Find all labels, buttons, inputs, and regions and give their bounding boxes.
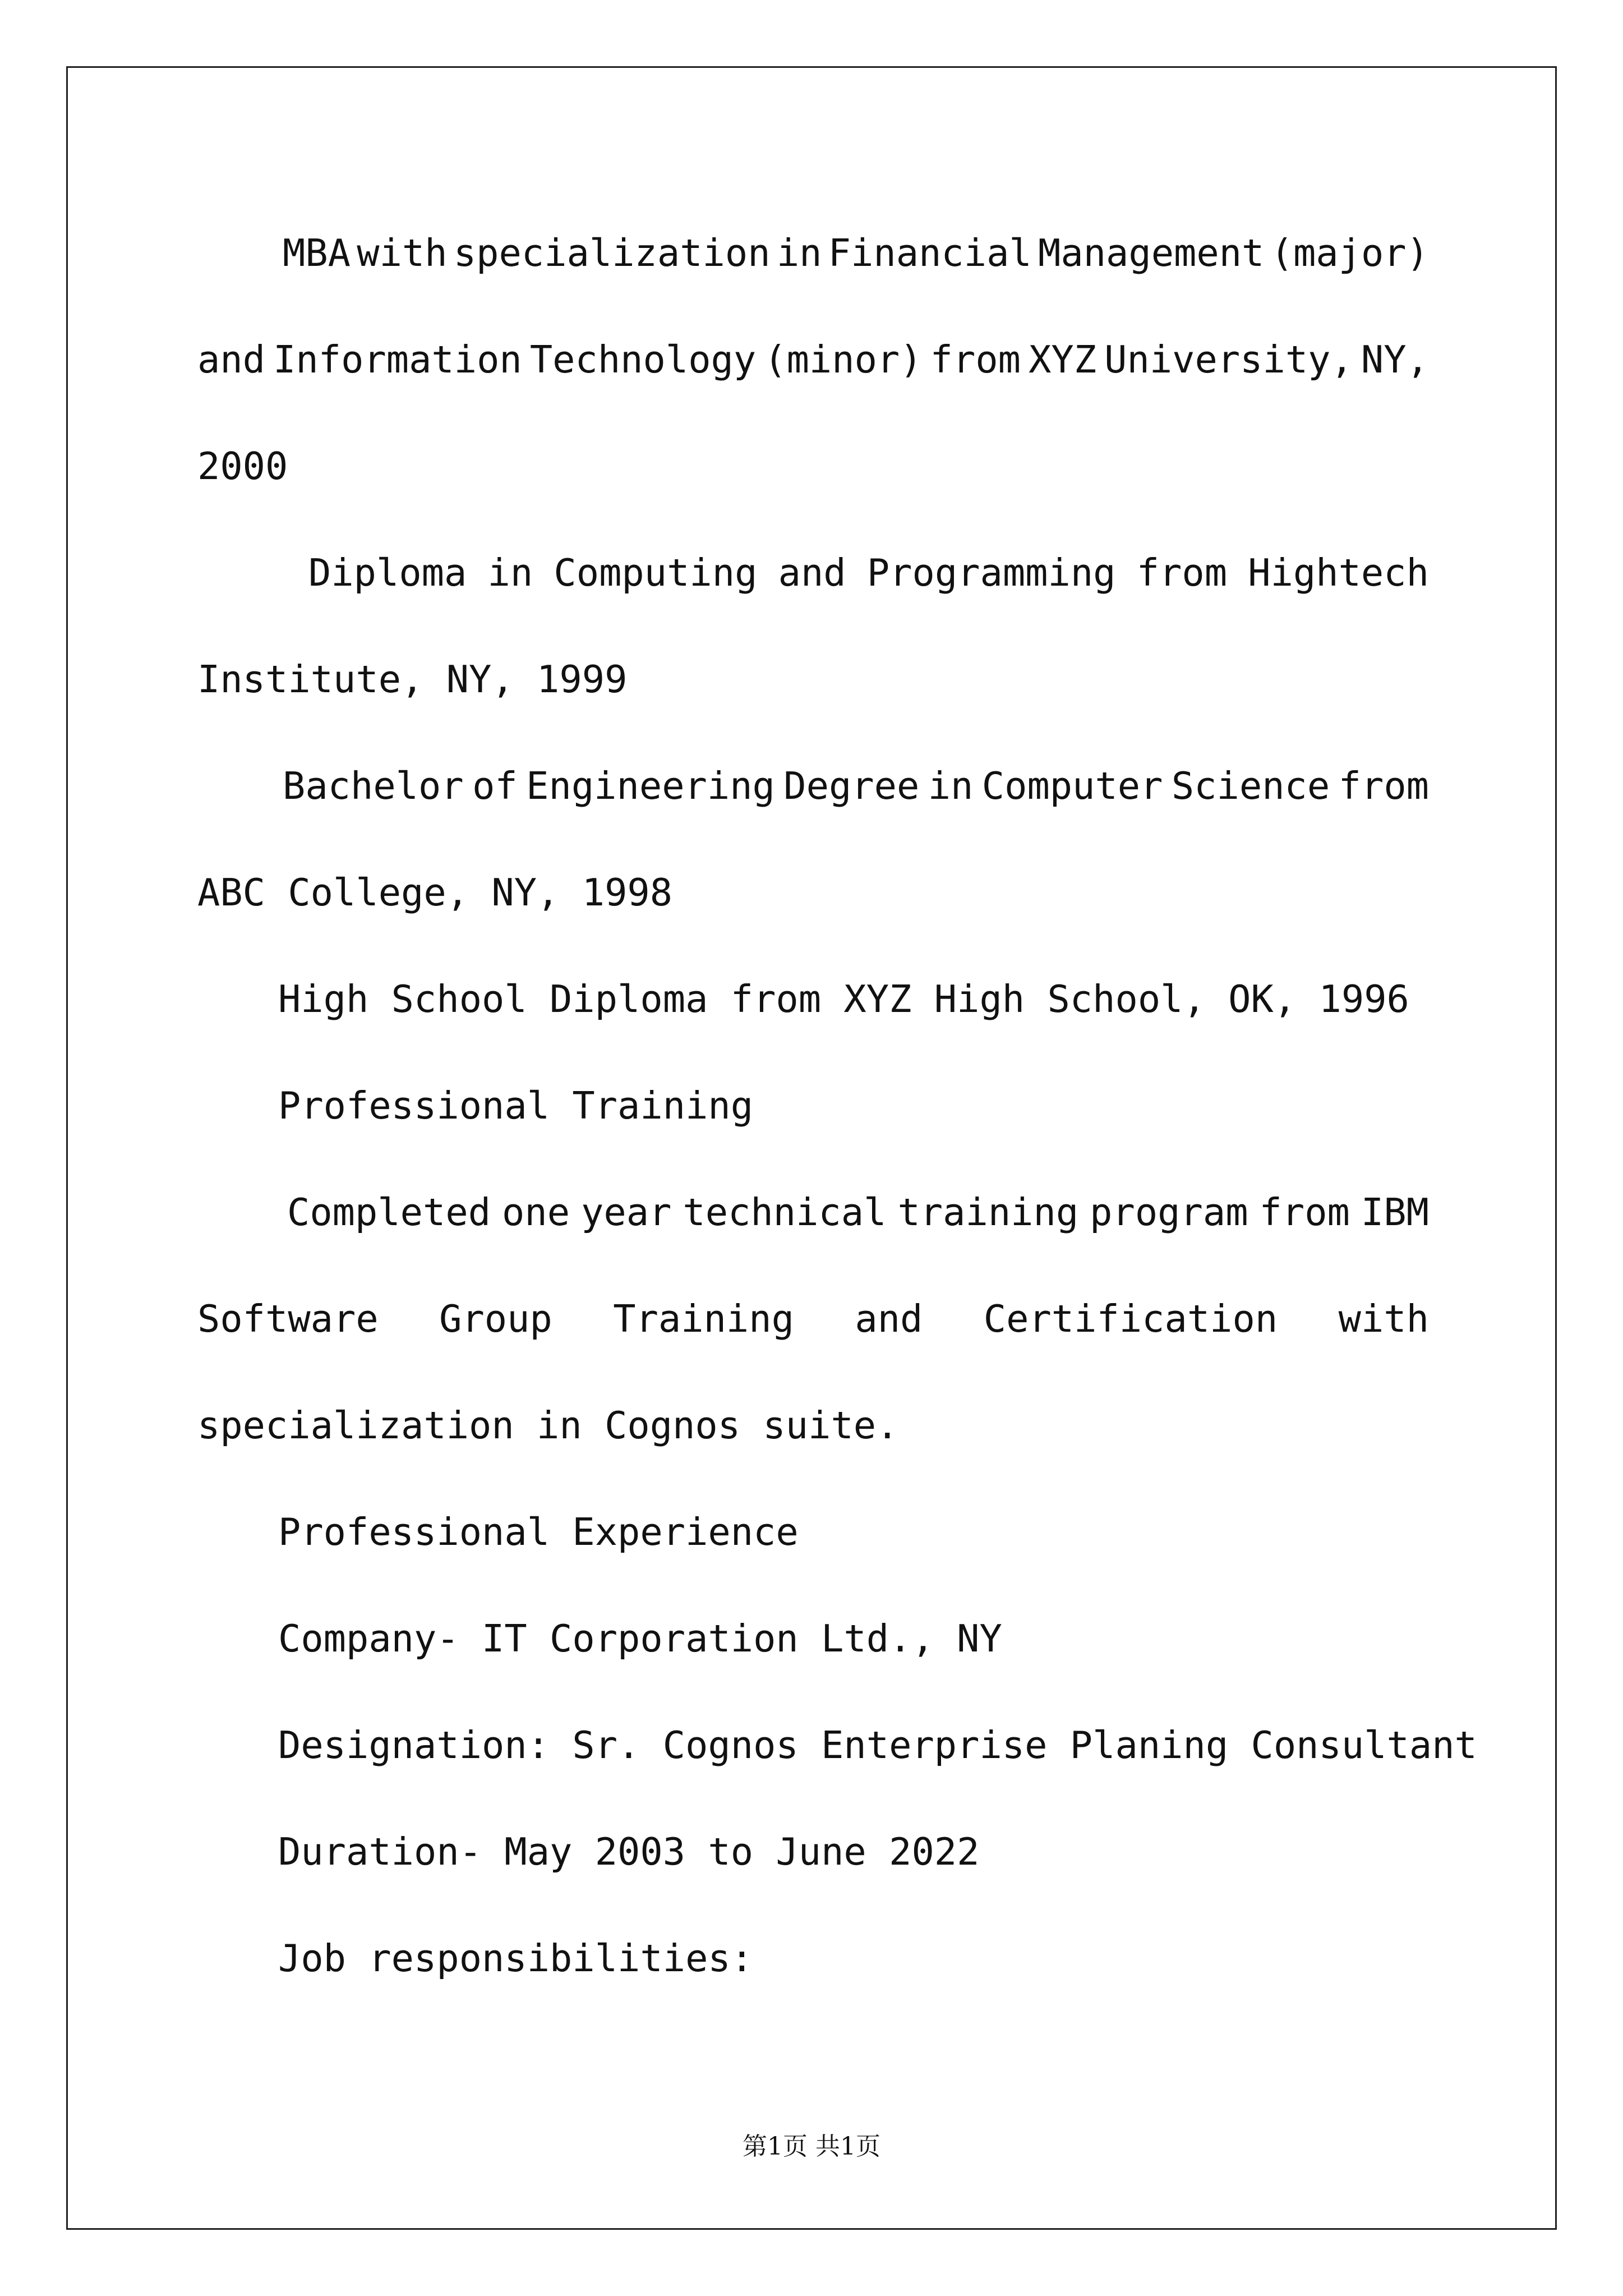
word: Computing <box>554 551 758 595</box>
word: IBM <box>1361 1190 1429 1234</box>
word: Financial <box>828 231 1032 275</box>
word: XYZ <box>1029 338 1097 381</box>
word: University, <box>1104 338 1353 381</box>
word: (minor) <box>764 338 923 381</box>
word: in <box>776 231 822 275</box>
word: in <box>487 551 533 595</box>
word: of <box>472 764 518 808</box>
word: Degree <box>783 764 920 808</box>
word: one <box>502 1190 570 1234</box>
word: Bachelor <box>283 764 464 808</box>
text-line-10 <box>287 1190 1429 1234</box>
section-heading-training: Professional Training <box>278 1084 754 1128</box>
word: from <box>1338 764 1429 808</box>
word: Diploma <box>308 551 467 595</box>
word: Completed <box>287 1190 491 1234</box>
word: Information <box>273 338 522 381</box>
text-line-7: ABC College, NY, 1998 <box>197 871 673 914</box>
word: Engineering <box>526 764 775 808</box>
text-line-12: specialization in Cognos suite. <box>197 1404 899 1447</box>
word: Computer <box>981 764 1163 808</box>
text-line-8: High School Diploma from XYZ High School, OK, 1996 <box>278 977 1409 1021</box>
text-line-responsibilities: Job responsibilities: <box>278 1936 754 1980</box>
word: and <box>197 338 266 381</box>
word: from <box>930 338 1021 381</box>
word: Certification <box>983 1297 1278 1341</box>
word: from <box>1136 551 1228 595</box>
word: training <box>897 1190 1079 1234</box>
text-line-6 <box>283 764 1429 808</box>
word: Technology <box>529 338 757 381</box>
word: from <box>1259 1190 1350 1234</box>
page-border <box>66 66 1557 2230</box>
word: specialization <box>453 231 771 275</box>
word: Hightech <box>1248 551 1429 595</box>
text-line-1 <box>283 231 1429 275</box>
word: MBA <box>283 231 351 275</box>
word: with <box>357 231 448 275</box>
word: technical <box>683 1190 887 1234</box>
word: in <box>928 764 974 808</box>
word: Software <box>197 1297 379 1341</box>
text-line-11 <box>197 1297 1429 1341</box>
text-line-2 <box>197 338 1429 381</box>
word: Programming <box>866 551 1116 595</box>
text-line-5: Institute, NY, 1999 <box>197 657 628 701</box>
text-line-designation: Designation: Sr. Cognos Enterprise Planing Consultant <box>278 1723 1477 1767</box>
text-line-4 <box>308 551 1429 595</box>
word: and <box>855 1297 923 1341</box>
page-number-footer: 第1页 共1页 <box>743 2132 880 2161</box>
text-line-company: Company- IT Corporation Ltd., NY <box>278 1617 1002 1660</box>
word: (major) <box>1270 231 1429 275</box>
word: year <box>581 1190 672 1234</box>
word: and <box>778 551 846 595</box>
word: Training <box>613 1297 794 1341</box>
text-line-duration: Duration- May 2003 to June 2022 <box>278 1830 980 1874</box>
word: NY, <box>1361 338 1429 381</box>
word: Group <box>439 1297 552 1341</box>
word: Science <box>1171 764 1330 808</box>
word: program <box>1090 1190 1248 1234</box>
text-line-3: 2000 <box>197 444 288 488</box>
section-heading-experience: Professional Experience <box>278 1510 799 1554</box>
word: Management <box>1038 231 1265 275</box>
word: with <box>1338 1297 1429 1341</box>
